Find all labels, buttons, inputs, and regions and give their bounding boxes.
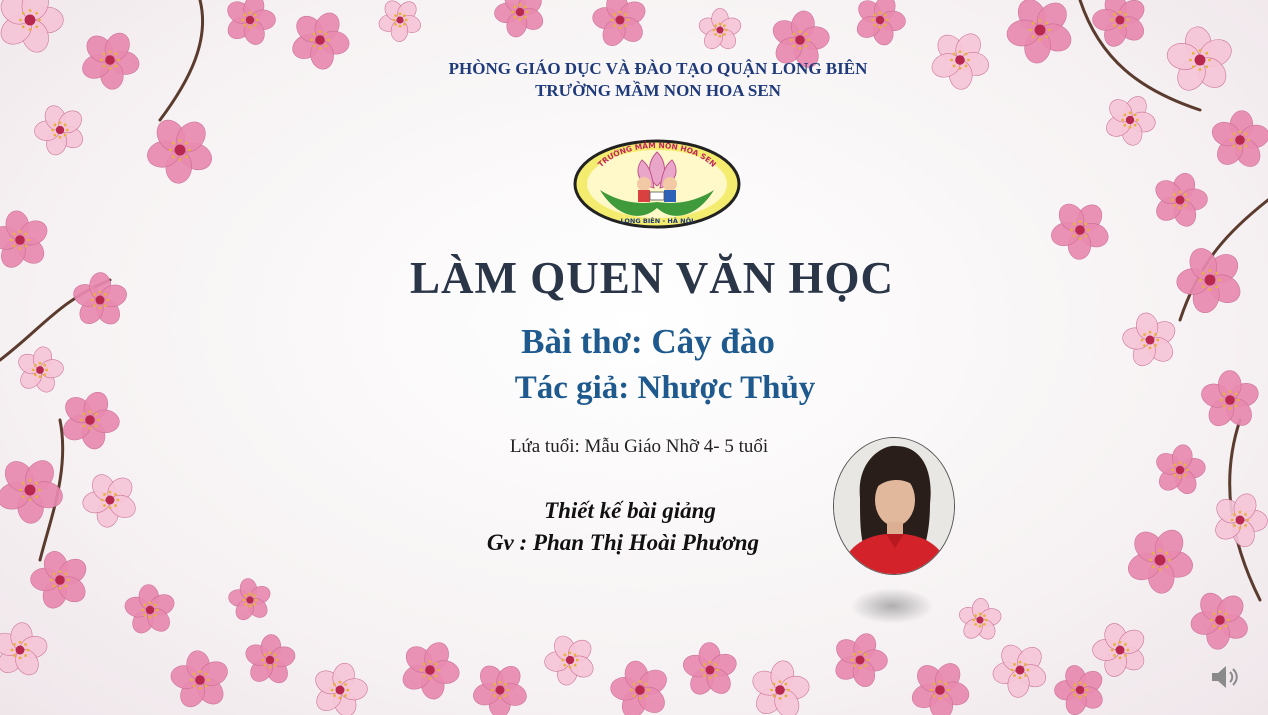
cherry-blossom-icon	[0, 622, 49, 679]
cherry-blossom-icon	[908, 659, 971, 715]
cherry-blossom-icon	[957, 598, 1003, 643]
cherry-blossom-icon	[123, 584, 177, 637]
cherry-blossom-icon	[1189, 589, 1251, 651]
cherry-blossom-icon	[853, 0, 906, 47]
cherry-blossom-icon	[0, 0, 63, 56]
logo-bottom-text: LONG BIÊN - HÀ NỘI	[620, 217, 694, 225]
cherry-blossom-icon	[831, 631, 887, 690]
teacher-photo	[833, 437, 955, 575]
cherry-blossom-icon	[749, 659, 811, 715]
cherry-blossom-icon	[591, 0, 649, 49]
photo-shadow	[850, 588, 934, 624]
cherry-blossom-icon	[494, 0, 547, 39]
cherry-blossom-icon	[1151, 171, 1207, 230]
cherry-blossom-icon	[169, 649, 231, 711]
page-title: LÀM QUEN VĂN HỌC	[410, 253, 894, 303]
school-name: TRƯỜNG MẦM NON HOA SEN	[535, 81, 781, 100]
teacher-portrait-icon	[834, 438, 954, 574]
age-group: Lứa tuổi: Mẫu Giáo Nhỡ 4- 5 tuổi	[509, 436, 769, 457]
logo-top-text: TRƯỜNG MẦM NON HOA SEN	[596, 140, 718, 169]
cherry-blossom-icon	[243, 634, 297, 687]
cherry-blossom-icon	[377, 0, 423, 42]
teacher-name: Gv : Phan Thị Hoài Phương	[486, 530, 760, 555]
cherry-blossom-icon	[991, 641, 1049, 698]
cherry-blossom-icon	[311, 661, 368, 715]
cherry-blossom-icon	[1049, 199, 1112, 260]
cherry-blossom-icon	[697, 8, 743, 52]
speaker-icon[interactable]	[1208, 662, 1242, 692]
cherry-blossom-icon	[34, 103, 87, 157]
cherry-blossom-icon	[399, 639, 461, 701]
cherry-blossom-icon	[1005, 0, 1076, 65]
cherry-blossom-icon	[1054, 663, 1106, 715]
cherry-blossom-icon	[1208, 110, 1268, 171]
cherry-blossom-icon	[223, 0, 275, 47]
cherry-blossom-icon	[145, 115, 216, 184]
department-heading: PHÒNG GIÁO DỤC VÀ ĐÀO TẠO QUẬN LONG BIÊN	[448, 59, 868, 78]
cherry-blossom-icon	[610, 659, 671, 715]
school-logo	[572, 138, 742, 230]
cherry-blossom-icon	[544, 633, 597, 687]
cherry-blossom-icon	[681, 642, 740, 698]
cherry-blossom-icon	[1093, 621, 1149, 680]
cherry-blossom-icon	[227, 577, 273, 622]
cherry-blossom-icon	[471, 661, 530, 715]
poem-title: Bài thơ: Cây đào	[521, 322, 775, 361]
design-label: Thiết kế bài giảng	[544, 498, 716, 523]
poem-author: Tác giả: Nhược Thủy	[514, 370, 816, 406]
